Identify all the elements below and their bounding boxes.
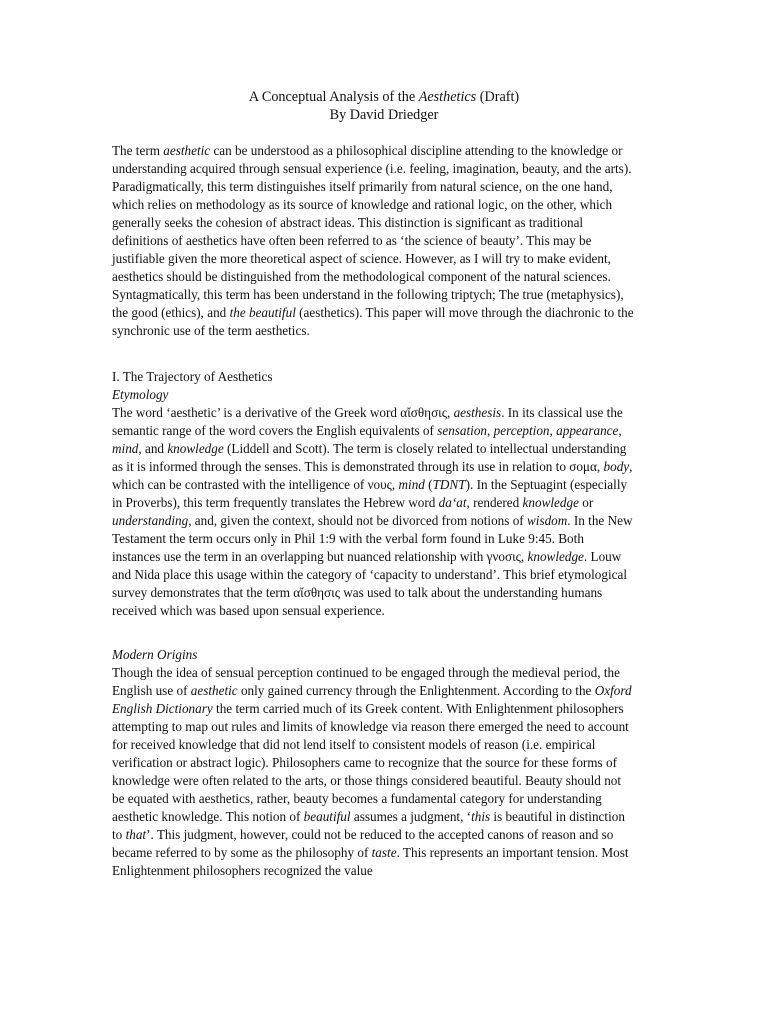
- italic-term: knowledge: [522, 495, 579, 510]
- italic-term: mind: [398, 477, 425, 492]
- text-run: only gained currency through the Enlightenment. According to the: [237, 683, 595, 698]
- italic-term: beautiful: [303, 809, 351, 824]
- title-suffix: (Draft): [476, 89, 520, 105]
- text-run: The word ‘aesthetic’ is a derivative of the Greek word αἴσθησις,: [112, 405, 454, 420]
- italic-term: aesthetic: [163, 143, 211, 158]
- italic-term: understanding: [112, 513, 189, 528]
- intro-paragraph: [112, 142, 634, 340]
- text-run: ). In the Septuagint (especially in Proverbs), this term frequently translates the Hebrew word: [112, 477, 628, 510]
- text-run: , which can be contrasted with the intelligence of νους,: [112, 459, 633, 492]
- text-run: can be understood as a philosophical discipline attending to the knowledge or understanding acquired through sensual experience (i.e. feeling, imagination, beauty, and the arts). Paradigmatically, this term distinguishes itself primarily from natural science, on the one hand, which relies on methodology as its source of knowledge and rational logic, on the other, which generally seeks the cohesion of abstract ideas. This distinction is significant as traditional definitions of aesthetics have often been referred to as ‘the science of beauty’. This may be justifiable given the more theoretical aspect of science. However, as I will try to make evident, aesthetics should be distinguished from the methodological component of the natural sciences. Syntagmatically, this term has been understand in the following triptych; The true (metaphysics), the good (ethics), and: [112, 143, 632, 320]
- italic-term: that: [125, 827, 147, 842]
- text-run: , and: [138, 441, 168, 456]
- text-run: . This represents an important tension. Most Enlightenment philosophers recognized the value: [112, 845, 629, 878]
- section-trajectory: [112, 368, 634, 620]
- subsection-heading-modern-origins: Modern Origins: [112, 647, 198, 662]
- italic-term: Oxford English Dictionary: [112, 683, 632, 716]
- text-run: or: [578, 495, 594, 510]
- text-run: ’. This judgment, however, could not be reduced to the accepted canons of reason and so became referred to by some as the philosophy of: [112, 827, 614, 860]
- italic-term: this: [471, 809, 491, 824]
- italic-term: sensation: [437, 423, 488, 438]
- text-run: . Louw and Nida place this usage within the category of ‘capacity to understand’. This brief etymological survey demonstrates that the term αἴσθησις was used to talk about the understanding humans received which was based upon sensual experience.: [112, 549, 628, 618]
- text-run: . In its classical use the semantic range of the word covers the English equivalents of: [112, 405, 623, 438]
- text-run: (aesthetics). This paper will move through the diachronic to the synchronic use of the term aesthetics.: [112, 305, 634, 338]
- italic-term: da‘at: [438, 495, 467, 510]
- section-heading: I. The Trajectory of Aesthetics: [112, 369, 273, 384]
- italic-term: knowledge: [527, 549, 584, 564]
- text-run: assumes a judgment, ‘: [350, 809, 472, 824]
- italic-term: the beautiful: [229, 305, 296, 320]
- byline: By David Driedger: [329, 107, 439, 123]
- title-italic-word: Aesthetics: [418, 89, 477, 105]
- text-run: . In the New Testament the term occurs only in Phil 1:9 with the verbal form found in Luke 9:45. Both instances use the term in an overlapping but nuanced relationship with γνοσις,: [112, 513, 633, 564]
- italic-term: appearance: [556, 423, 619, 438]
- italic-term: perception: [493, 423, 550, 438]
- subsection-heading-etymology: Etymology: [112, 387, 169, 402]
- title-block: [0, 88, 768, 124]
- text-run: ,: [549, 423, 557, 438]
- italic-term: aesthetic: [190, 683, 238, 698]
- italic-term: wisdom: [526, 513, 568, 528]
- italic-term: aesthesis: [453, 405, 502, 420]
- italic-term: body: [603, 459, 630, 474]
- text-run: ,: [618, 423, 622, 438]
- text-run: ,: [487, 423, 494, 438]
- text-run: Though the idea of sensual perception continued to be engaged through the medieval period, the English use of: [112, 665, 620, 698]
- section-modern-origins: [112, 646, 634, 880]
- etymology-paragraph: [112, 404, 634, 620]
- document-title: [0, 88, 768, 106]
- text-run: , rendered: [466, 495, 523, 510]
- text-run: , and, given the context, should not be divorced from notions of: [188, 513, 527, 528]
- text-run: (Liddell and Scott). The term is closely related to intellectual understanding as it is informed through the senses. This is demonstrated through its use in relation to σομα,: [112, 441, 627, 474]
- text-run: (: [424, 477, 433, 492]
- italic-term: taste: [371, 845, 397, 860]
- intro-section: [112, 142, 634, 340]
- title-text: A Conceptual Analysis of the: [248, 89, 419, 105]
- modern-origins-paragraph: [112, 664, 634, 880]
- text-run: is beautiful in distinction to: [112, 809, 625, 842]
- text-run: the term carried much of its Greek content. With Enlightenment philosophers attempting to map out rules and limits of knowledge via reason there emerged the need to account for received knowledge that did not lend itself to consistent models of reason (i.e. empirical verification or abstract logic). Philosophers came to recognize that the source for these forms of knowledge were often related to the arts, or those things considered beautiful. Beauty should not be equated with aesthetics, rather, beauty becomes a fundamental category for understanding aesthetic knowledge. This notion of: [112, 701, 629, 824]
- text-run: The term: [112, 143, 164, 158]
- italic-term: knowledge: [167, 441, 224, 456]
- italic-term: mind: [112, 441, 139, 456]
- italic-term: TDNT: [432, 477, 466, 492]
